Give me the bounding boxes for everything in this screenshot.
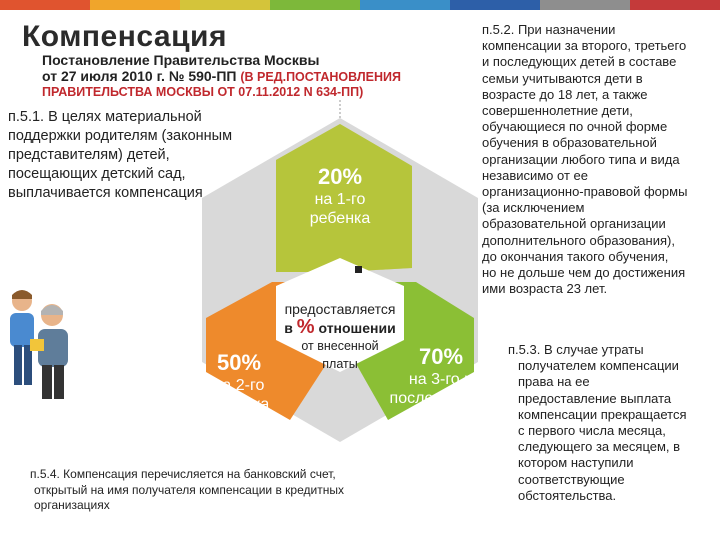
p52-line: дополнительного образования),	[482, 232, 675, 248]
p53-line: права на ее	[518, 374, 590, 390]
p53-line: следующего за месяцем, в	[518, 439, 681, 455]
p52-line: ими возраста 23 лет.	[482, 281, 608, 297]
p53-line: соответствующие	[518, 471, 625, 487]
subtitle-red-b: ПРАВИТЕЛЬСТВА МОСКВЫ ОТ 07.11.2012 N 634-ПП)	[42, 85, 364, 99]
segment-third-label3: детей	[419, 409, 463, 426]
segment-first-pct: 20%	[317, 164, 363, 189]
subtitle-red-a: (В РЕД.ПОСТАНОВЛЕНИЯ	[240, 70, 401, 84]
p52-line: организационно-правовой формы	[482, 184, 688, 200]
p52-line: компенсации за второго, третьего	[482, 38, 687, 54]
p52-line: совершеннолетние дети,	[482, 103, 633, 119]
center-line3-a: в	[284, 320, 293, 336]
segment-third-pct: 70%	[418, 344, 464, 369]
center-line3	[272, 318, 408, 337]
bullet-marker	[355, 266, 362, 273]
segment-second-label1: на 2-го	[213, 377, 265, 394]
parents-children-illustration	[0, 285, 80, 405]
center-line3-b: отношении	[318, 320, 396, 336]
p53-line: компенсации прекращается	[518, 406, 687, 422]
p53-line: предоставление выплата	[518, 390, 672, 406]
segment-first-label2: ребенка	[309, 210, 371, 227]
p52-line: но не дольше чем до достижения	[482, 265, 686, 281]
p52-line: обучения в образовательной	[482, 135, 657, 151]
page-title: Компенсация	[22, 20, 227, 53]
p54-line: п.5.4. Компенсация перечисляется на банковский счет,	[30, 467, 336, 481]
p53-line: с первого числа месяца,	[518, 423, 666, 439]
segment-first-text	[292, 164, 388, 228]
p52-line: образовательной организации	[482, 216, 666, 232]
p52-line: (за исключением	[482, 200, 585, 216]
p51-line: представителям) детей,	[8, 147, 170, 163]
p52-line: до окончания такого обучения,	[482, 248, 669, 264]
center-line2: предоставляется	[284, 301, 396, 317]
paragraph-5-1	[8, 108, 278, 203]
p51-line: п.5.1. В целях материальной	[8, 109, 202, 125]
p54-line: открытый на имя получателя компенсации в кредитных	[34, 482, 344, 497]
segment-second-text	[196, 350, 282, 414]
p52-line: организации любого типа и вида	[482, 151, 680, 167]
p54-line: организациях	[34, 498, 110, 513]
subtitle-line1: Постановление Правительства Москвы	[42, 52, 320, 68]
segment-third-label1: на 3-го и	[408, 371, 474, 388]
segment-first-label1: на 1-го	[314, 191, 366, 208]
center-line5: платы	[322, 357, 358, 371]
center-line1: Компенсация	[293, 283, 387, 299]
segment-second-pct: 50%	[216, 350, 262, 375]
subtitle-date: от 27 июля 2010 г. № 590-ПП	[42, 68, 237, 84]
p52-line: обучающиеся по очной форме	[482, 119, 668, 135]
p53-line: п.5.3. В случае утраты	[508, 342, 644, 357]
center-line4: от внесенной	[301, 339, 379, 353]
segment-third-label2: последующих	[389, 390, 493, 407]
p52-line: возрасте до 18 лет, а также	[482, 86, 648, 102]
paragraph-5-3	[508, 342, 718, 504]
p51-line: выплачивается компенсация	[8, 185, 203, 201]
p52-line: семьи учитываются дети в	[482, 70, 643, 86]
subtitle-line2	[42, 68, 401, 84]
p51-line: посещающих детский сад,	[8, 166, 186, 182]
p51-line: поддержки родителям (законным	[8, 128, 233, 144]
p53-line: обстоятельства.	[518, 487, 617, 503]
p52-line: п.5.2. При назначении	[482, 22, 616, 37]
p53-line: получателем компенсации	[518, 358, 679, 374]
paragraph-5-4	[30, 467, 410, 514]
paragraph-5-2	[470, 22, 698, 297]
center-line3-pct: %	[296, 316, 315, 338]
p53-line: котором наступили	[518, 455, 634, 471]
segment-second-label2: ребенка	[208, 396, 270, 413]
center-text	[272, 282, 408, 373]
p52-line: и последующих детей в составе	[482, 54, 677, 70]
p52-line: независимо от ее	[482, 167, 588, 183]
